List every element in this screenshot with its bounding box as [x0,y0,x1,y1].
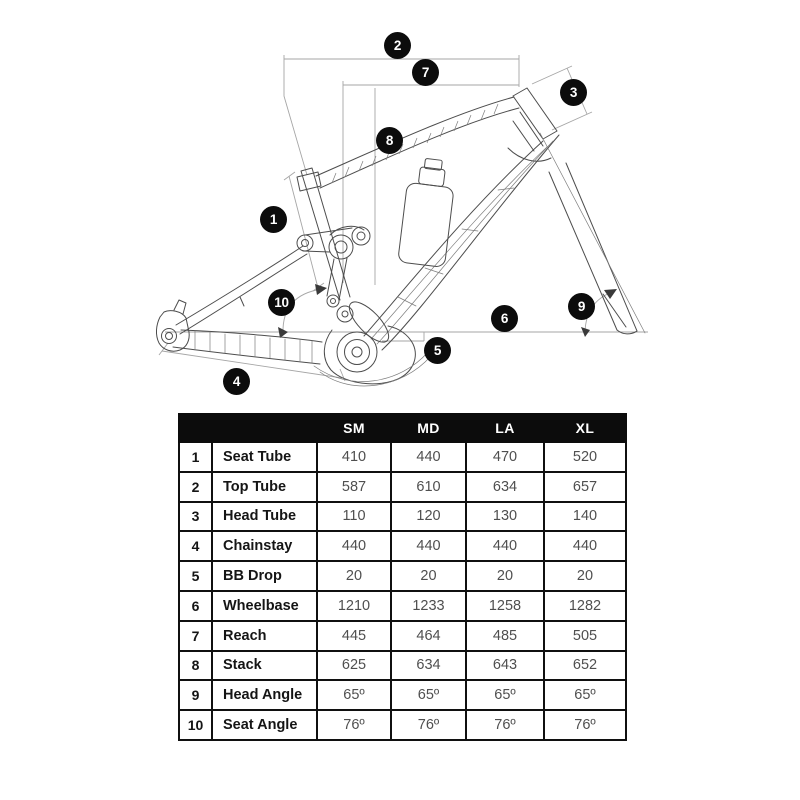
spec-value: 652 [544,651,626,681]
spec-value: 76º [466,710,544,740]
spec-value: 76º [544,710,626,740]
spec-value: 65º [317,680,391,710]
callout-wheelbase: 6 [491,305,518,332]
spec-value: 587 [317,472,391,502]
row-number: 9 [179,680,212,710]
spec-value: 625 [317,651,391,681]
col-header-sm: SM [317,414,391,442]
callout-bb-drop: 5 [424,337,451,364]
spec-value: 76º [317,710,391,740]
table-row-head-angle [179,680,626,710]
spec-value: 440 [391,442,466,472]
spec-value: 634 [466,472,544,502]
table-row-wheelbase [179,591,626,621]
spec-label: Seat Tube [212,442,317,472]
spec-label: Head Angle [212,680,317,710]
table-row-chainstay [179,531,626,561]
spec-value: 520 [544,442,626,472]
crank-arm [343,296,394,348]
top-tube [316,97,519,188]
spec-label: Stack [212,651,317,681]
spec-value: 470 [466,442,544,472]
callout-head-tube: 3 [560,79,587,106]
spec-value: 464 [391,621,466,651]
spec-value: 634 [391,651,466,681]
row-number: 2 [179,472,212,502]
callout-seat-tube: 1 [260,206,287,233]
callout-chainstay: 4 [223,368,250,395]
spec-value: 20 [466,561,544,591]
spec-value: 20 [391,561,466,591]
callout-seat-angle: 10 [268,289,295,316]
row-number: 1 [179,442,212,472]
col-header-md: MD [391,414,466,442]
spec-label: Seat Angle [212,710,317,740]
spec-label: Chainstay [212,531,317,561]
front-triangle [297,88,559,350]
table-row-head-tube [179,502,626,532]
spec-value: 76º [391,710,466,740]
suspension-linkage [297,226,370,307]
spec-value: 657 [544,472,626,502]
table-header-row [179,414,626,442]
spec-value: 65º [466,680,544,710]
spec-label: Top Tube [212,472,317,502]
callout-reach: 7 [412,59,439,86]
row-number: 4 [179,531,212,561]
spec-value: 610 [391,472,466,502]
angle-arcs [278,284,617,338]
callout-head-angle: 9 [568,293,595,320]
spec-value: 440 [391,531,466,561]
col-header-la: LA [466,414,544,442]
spec-label: Head Tube [212,502,317,532]
spec-value: 1282 [544,591,626,621]
spec-value: 140 [544,502,626,532]
crank-circle [337,332,377,372]
row-number: 8 [179,651,212,681]
spec-value: 643 [466,651,544,681]
table-row-seat-angle [179,710,626,740]
spec-label: Wheelbase [212,591,317,621]
spec-value: 440 [544,531,626,561]
spec-value: 1210 [317,591,391,621]
rear-triangle [156,246,322,364]
spec-value: 130 [466,502,544,532]
row-number: 5 [179,561,212,591]
spec-value: 20 [317,561,391,591]
spec-value: 65º [544,680,626,710]
row-number: 3 [179,502,212,532]
spec-value: 120 [391,502,466,532]
bash-guard [314,352,430,386]
spec-value: 20 [544,561,626,591]
table-row-reach [179,621,626,651]
spec-label: Reach [212,621,317,651]
callout-stack: 8 [376,127,403,154]
table-row-stack [179,651,626,681]
motor-casing [324,326,415,384]
spec-value: 505 [544,621,626,651]
callout-top-tube: 2 [384,32,411,59]
spec-value: 440 [317,531,391,561]
spec-value: 445 [317,621,391,651]
spec-value: 1258 [466,591,544,621]
spec-value: 1233 [391,591,466,621]
row-number: 10 [179,710,212,740]
down-tube [364,135,559,350]
spec-value: 440 [466,531,544,561]
table-corner-cell [179,414,317,442]
spec-value: 485 [466,621,544,651]
table-row-seat-tube [179,442,626,472]
spec-label: BB Drop [212,561,317,591]
row-number: 7 [179,621,212,651]
spec-value: 110 [317,502,391,532]
geometry-table [178,413,627,741]
col-header-xl: XL [544,414,626,442]
table-row-top-tube [179,472,626,502]
row-number: 6 [179,591,212,621]
table-row-bb-drop [179,561,626,591]
spec-value: 65º [391,680,466,710]
spec-value: 410 [317,442,391,472]
head-tube [513,88,557,139]
